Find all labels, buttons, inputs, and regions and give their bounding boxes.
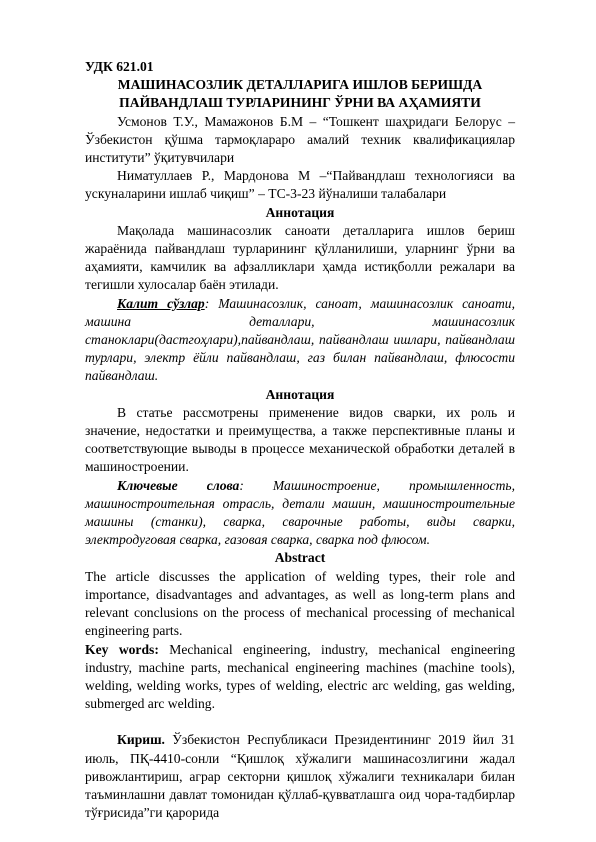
- authors-paragraph-2: Ниматуллаев Р., Мардонова М –“Пайвандлаш технологияси ва ускуналарини ишлаб чиқиш” – ТС-3-23 йўналиши талабалари: [85, 168, 515, 202]
- article-title-line-1: МАШИНАСОЗЛИК ДЕТАЛЛАРИГА ИШЛОВ БЕРИШДА: [117, 77, 483, 93]
- article-page: [85, 58, 515, 822]
- en-keywords: [85, 641, 515, 714]
- ru-annotation-heading: Аннотация: [265, 386, 335, 402]
- uz-keywords-text: : Машинасозлик, саноат, машинасозлик саноати, машина деталлари, машинасозлик станоклари(дастгоҳлари),пайвандлаш, пайвандлаш ишлари, пайвандлаш турлари, электр ёйли пайвандлаш, газ билан пайвандлаш, флюсости пайвандлаш.: [85, 295, 515, 384]
- section-spacer: [85, 713, 515, 731]
- uz-keywords: [85, 295, 515, 386]
- uz-annotation-text: Мақолада машинасозлик саноати деталларига ишлов бериш жараёнида пайвандлаш турларининг қўлланилиши, уларнинг ўрни ва аҳамияти, камчилик ва афзалликлари ҳамда истиқболли режалари ва тегишли хулосалар баён этилади.: [85, 222, 515, 293]
- ru-annotation-text: В статье рассмотрены применение видов сварки, их роль и значение, недостатки и преимущества, а также перспективные планы и соответствующие выводы в процессе механической обработки деталей в машиностроении.: [85, 404, 515, 475]
- en-keywords-text: Mechanical engineering, industry, mechanical engineering industry, machine parts, mechanical engineering machines (machine tools), welding, welding works, types of welding, electric arc welding, gas welding, submerged arc welding.: [85, 641, 515, 712]
- article-title-line-2: ПАЙВАНДЛАШ ТУРЛАРИНИНГ ЎРНИ ВА АҲАМИЯТИ: [119, 95, 481, 111]
- en-abstract-heading: Abstract: [274, 550, 326, 566]
- introduction-label: Кириш.: [117, 732, 165, 748]
- ru-keywords-label: Ключевые слова: [117, 477, 240, 493]
- ru-keywords: [85, 477, 515, 550]
- en-keywords-label: Key words:: [85, 641, 159, 657]
- ru-keywords-text: : Машиностроение, промышленность, машиностроительная отрасль, детали машин, машиностроительные машины (станки), сварка, сварочные работы, виды сварки, электродуговая сварка, газовая сварка, сварка под флюсом.: [85, 477, 515, 548]
- introduction-paragraph: [85, 731, 515, 822]
- authors-paragraph-1: Усмонов Т.У., Мамажонов Б.М – “Тошкент шаҳридаги Белорус – Ўзбекистон қўшма тармоқлараро амалий техник квалификациялар институти” ўқитувчилари: [85, 113, 515, 166]
- uz-annotation-heading: Аннотация: [265, 204, 335, 220]
- udk-code: УДК 621.01: [85, 59, 154, 74]
- en-abstract-text: The article discusses the application of welding types, their role and importance, disadvantages and advantages, as well as long-term plans and relevant conclusions on the process of mechanical processing of mechanical engineering parts.: [85, 568, 515, 639]
- introduction-text: Ўзбекистон Республикаси Президентининг 2019 йил 31 июль, ПҚ-4410-сонли “Қишлоқ хўжалиги машинасозлигини жадал ривожлантириш, аграр секторни қишлоқ хўжалиги техникалари билан таъминлашни давлат томонидан қўллаб-қувватлашга оид чора-тадбирлар тўғрисида”ги қарорида: [85, 732, 515, 821]
- uz-keywords-label: Калит сўзлар: [117, 295, 205, 311]
